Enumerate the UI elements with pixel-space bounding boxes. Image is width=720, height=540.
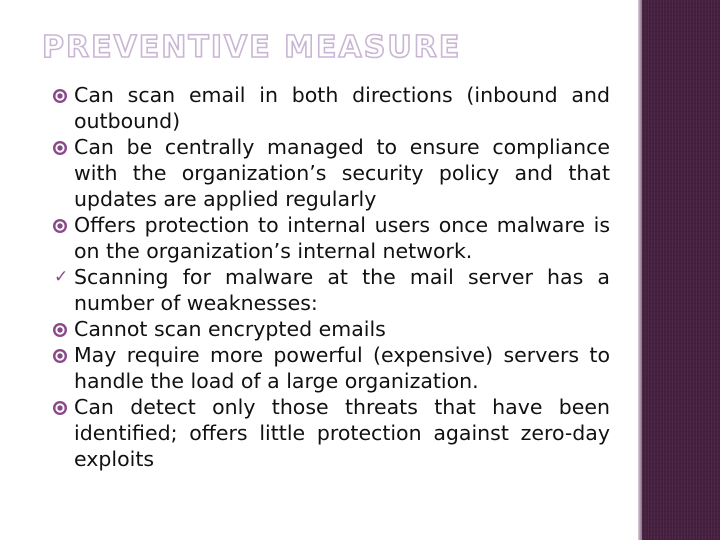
slide-title: PREVENTIVE MEASURE (42, 30, 462, 65)
list-item (0, 264, 620, 316)
list-item-text: Offers protection to internal users once malware is on the organization’s internal network. (74, 213, 610, 263)
list-item (0, 82, 620, 134)
bullet-list (0, 82, 620, 472)
list-item-text: Can detect only those threats that have been identified; offers little protection against zero-day exploits (74, 395, 610, 471)
target-bullet-icon (52, 348, 68, 364)
target-bullet-icon (52, 322, 68, 338)
list-item-text: May require more powerful (expensive) servers to handle the load of a large organization. (74, 343, 610, 393)
target-bullet-icon (52, 140, 68, 156)
list-item (0, 134, 620, 212)
list-item-text: Can be centrally managed to ensure compliance with the organization’s security policy and that updates are applied regularly (74, 135, 610, 211)
list-item (0, 316, 620, 342)
checkmark-icon: ✓ (54, 267, 69, 287)
list-item (0, 212, 620, 264)
decorative-sidebar (642, 0, 720, 540)
target-bullet-icon (52, 88, 68, 104)
list-item-text: Cannot scan encrypted emails (74, 317, 386, 341)
list-item-text: Can scan email in both directions (inbound and outbound) (74, 83, 610, 133)
target-bullet-icon (52, 218, 68, 234)
list-item-text: Scanning for malware at the mail server has a number of weaknesses: (74, 265, 610, 315)
list-item (0, 394, 620, 472)
target-bullet-icon (52, 400, 68, 416)
list-item (0, 342, 620, 394)
